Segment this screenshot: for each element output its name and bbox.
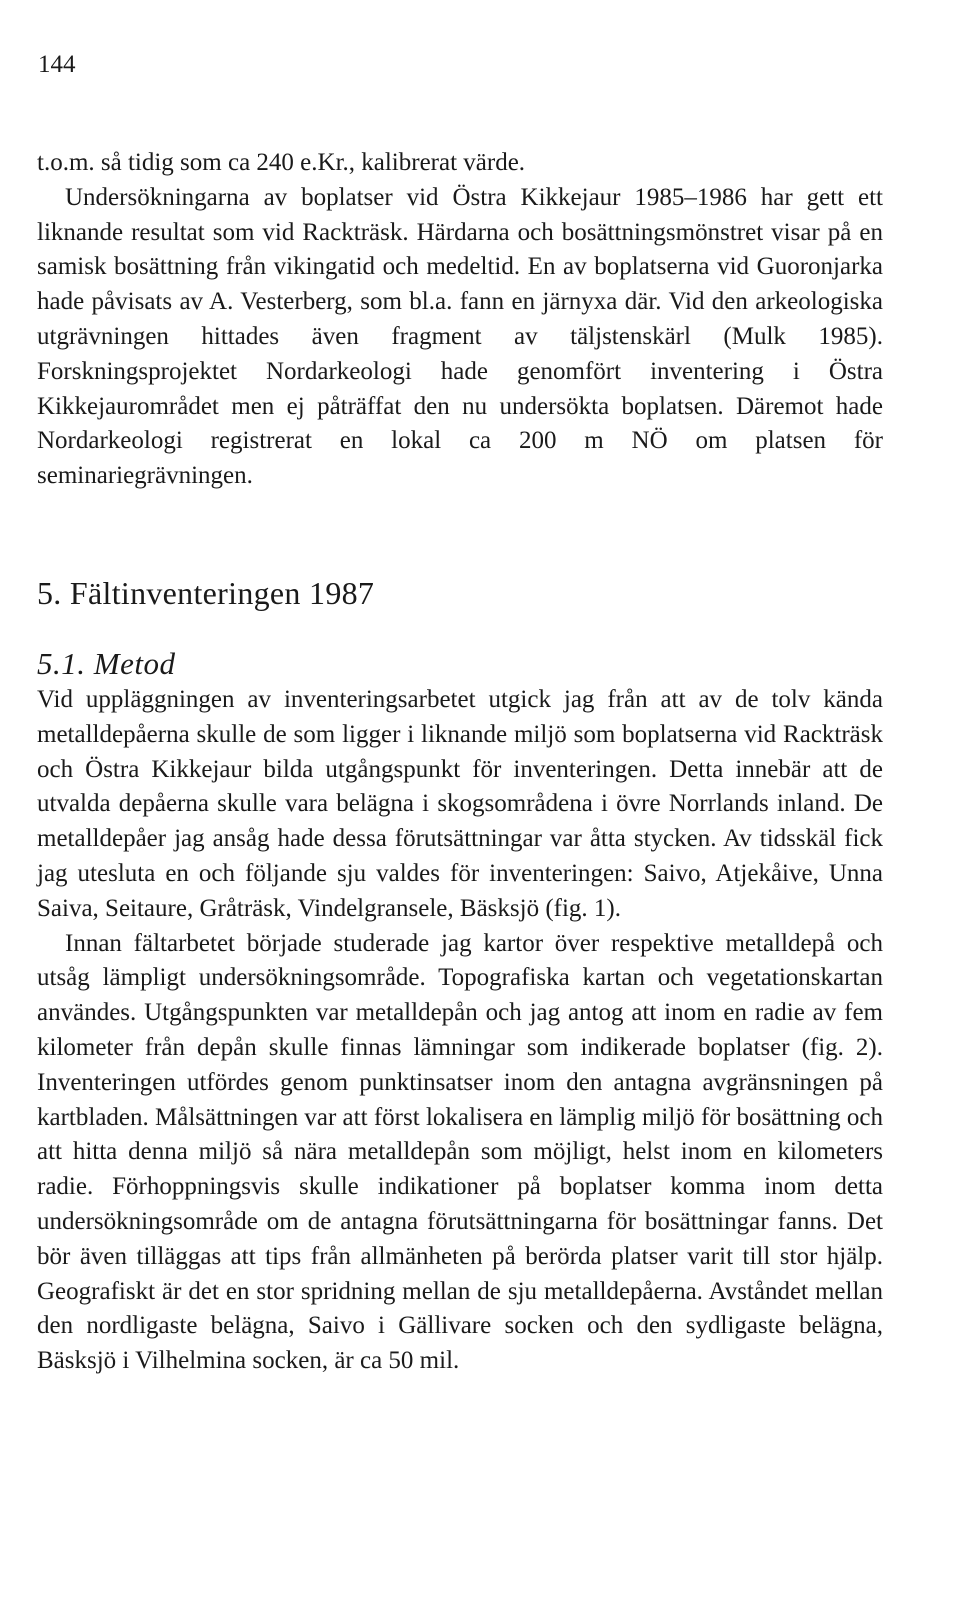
- page-number: 144: [38, 51, 76, 78]
- method-text-block: [37, 683, 883, 1379]
- intro-first-line: t.o.m. så tidig som ca 240 e.Kr., kalibrerat värde.: [37, 149, 526, 176]
- subsection-heading: 5.1. Metod: [37, 646, 176, 681]
- intro-text-block: [37, 146, 883, 494]
- method-paragraph-2: Innan fältarbetet började studerade jag kartor över respektive metalldepå och utsåg lämpligt undersökningsområde. Topografiska kartan och vegetationskartan användes. Utgångspunkten var metalldepån och jag antog att inom en radie av fem kilometer från depån skulle finnas lämningar som indikerade boplatser (fig. 2). Inventeringen utfördes genom punktinsatser inom den antagna avgränsningen på kartbladen. Målsättningen var att först lokalisera en lämplig miljö för bosättning och att hitta denna miljö så nära metalldepån som möjligt, helst inom en kilometers radie. Förhoppningsvis skulle indikationer på boplatser komma inom detta undersökningsområde om de antagna förutsättningarna för bosättningar fanns. Det bör även tilläggas att tips från allmänheten på berörda platser varit till stor hjälp. Geografiskt är det en stor spridning mellan de sju metalldepåerna. Avståndet mellan den nordligaste belägna, Saivo i Gällivare socken och den sydligaste belägna, Bäsksjö i Vilhelmina socken, är ca 50 mil.: [37, 929, 883, 1375]
- method-paragraph-1: Vid uppläggningen av inventeringsarbetet utgick jag från att av de tolv kända metalldepåerna skulle de som ligger i liknande miljö som boplatserna vid Rackträsk och Östra Kikkejaur bilda utgångspunkt för inventeringen. Detta innebär att de utvalda depåerna skulle vara belägna i skogsområdena i övre Norrlands inland. De metalldepåer jag ansåg hade dessa förutsättningar var åtta stycken. Av tidsskäl fick jag utesluta en och följande sju valdes för inventeringen: Saivo, Atjekåive, Unna Saiva, Seitaure, Gråträsk, Vindelgransele, Bäsksjö (fig. 1).: [37, 686, 883, 922]
- section-heading: 5. Fältinventeringen 1987: [37, 575, 375, 611]
- intro-paragraph: Undersökningarna av boplatser vid Östra Kikkejaur 1985–1986 har gett ett liknande resultat som vid Rackträsk. Härdarna och bosättningsmönstret visar på en samisk bosättning från vikingatid och medeltid. En av boplatserna vid Guoronjarka hade påvisats av A. Vesterberg, som bl.a. fann en järnyxa där. Vid den arkeologiska utgrävningen hittades även fragment av täljstenskärl (Mulk 1985). Forskningsprojektet Nordarkeologi hade genomfört inventering i Östra Kikkejaurområdet men ej påträffat den nu undersökta boplatsen. Däremot hade Nordarkeologi registrerat en lokal ca 200 m NÖ om platsen för seminariegrävningen.: [37, 183, 883, 490]
